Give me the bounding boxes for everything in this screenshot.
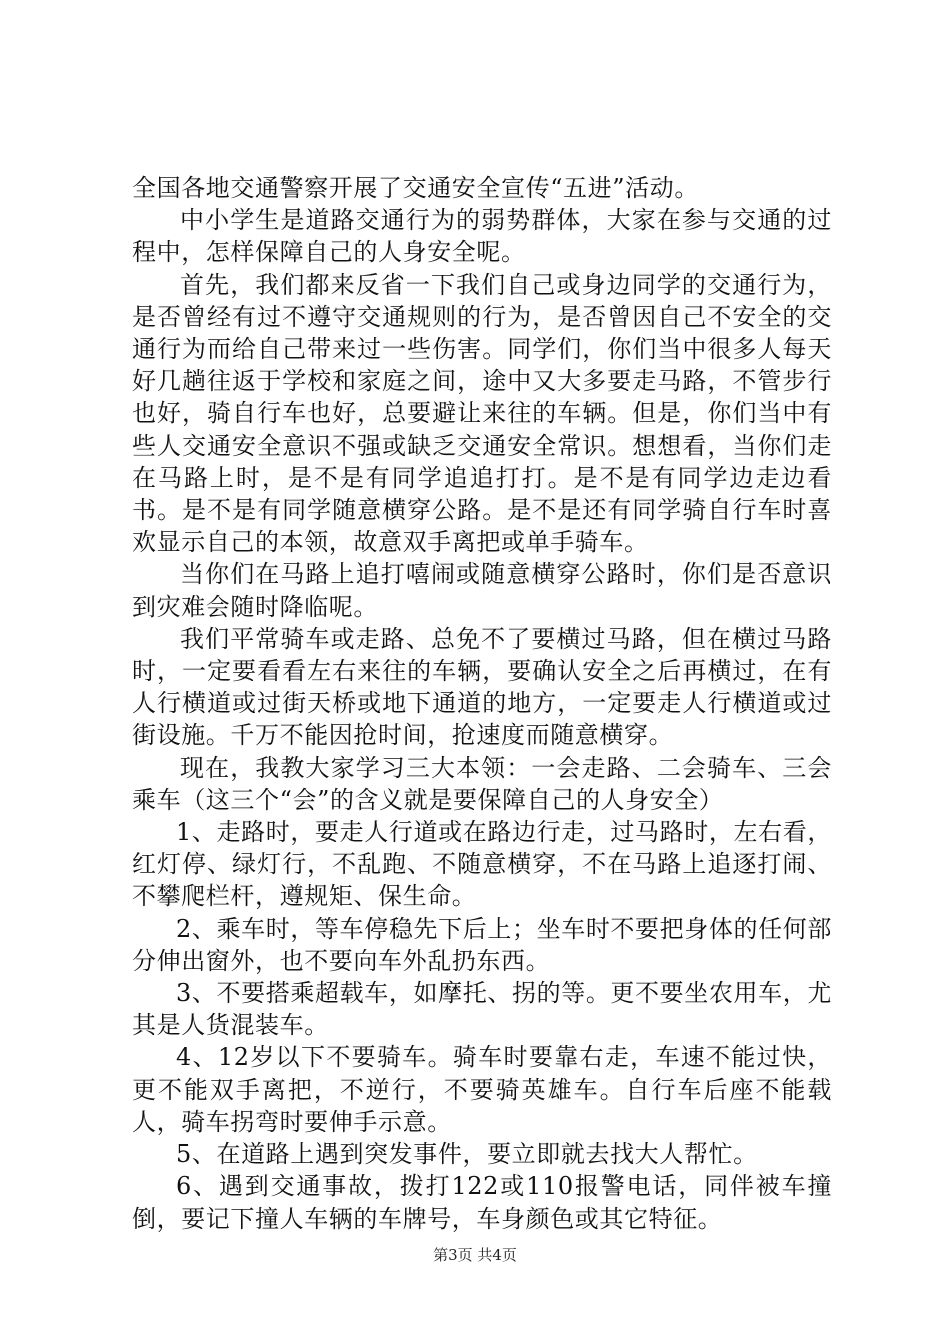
- body-text: [132, 172, 832, 1235]
- list-item: 6、遇到交通事故，拨打122或110报警电话，同伴被车撞倒，要记下撞人车辆的车牌号，车身颜色或其它特征。: [132, 1172, 832, 1233]
- list-item: 1、走路时，要走人行道或在路边行走，过马路时，左右看，红灯停、绿灯行，不乱跑、不随意横穿，不在马路上追逐打闹、不攀爬栏杆，遵规矩、保生命。: [132, 818, 832, 911]
- paragraph: 首先，我们都来反省一下我们自己或身边同学的交通行为，是否曾经有过不遵守交通规则的行为，是否曾因自己不安全的交通行为而给自己带来过一些伤害。同学们，你们当中很多人每天好几趟往返于学校和家庭之间，途中又大多要走马路，不管步行也好，骑自行车也好，总要避让来往的车辆。但是，你们当中有些人交通安全意识不强或缺乏交通安全常识。想想看，当你们走在马路上时，是不是有同学追追打打。是不是有同学边走边看书。是不是有同学随意横穿公路。是不是还有同学骑自行车时喜欢显示自己的本领，故意双手离把或单手骑车。: [132, 270, 832, 557]
- paragraph: 当你们在马路上追打嘻闹或随意横穿公路时，你们是否意识到灾难会随时降临呢。: [132, 560, 832, 621]
- paragraph: 全国各地交通警察开展了交通安全宣传“五进”活动。: [132, 174, 699, 202]
- list-item: 5、在道路上遇到突发事件，要立即就去找大人帮忙。: [176, 1140, 758, 1169]
- list-item: 4、12岁以下不要骑车。骑车时要靠右走，车速不能过快，更不能双手离把，不逆行，不要骑英雄车。自行车后座不能载人，骑车拐弯时要伸手示意。: [132, 1043, 832, 1136]
- paragraph: 我们平常骑车或走路、总免不了要横过马路，但在横过马路时，一定要看看左右来往的车辆，要确认安全之后再横过，在有人行横道或过街天桥或地下通道的地方，一定要走人行横道或过街设施。千万不能因抢时间，抢速度而随意横穿。: [132, 624, 832, 750]
- paragraph: 中小学生是道路交通行为的弱势群体，大家在参与交通的过程中，怎样保障自己的人身安全呢。: [132, 206, 832, 267]
- paragraph: 现在，我教大家学习三大本领：一会走路、二会骑车、三会乘车（这三个“会”的含义就是要保障自己的人身安全）: [132, 753, 832, 814]
- page-number-footer: 第3页 共4页: [433, 1246, 517, 1264]
- list-item: 2、乘车时，等车停稳先下后上；坐车时不要把身体的任何部分伸出窗外，也不要向车外乱扔东西。: [132, 914, 832, 975]
- list-item: 3、不要搭乘超载车，如摩托、拐的等。更不要坐农用车，尤其是人货混装车。: [132, 979, 832, 1040]
